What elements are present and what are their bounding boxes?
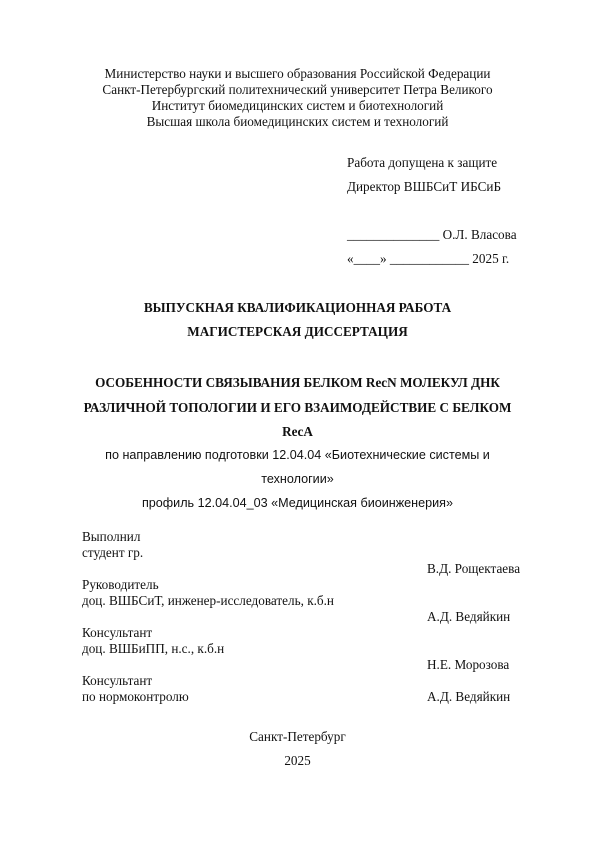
- topic-line3: RecA: [282, 424, 313, 439]
- profile-line: профиль 12.04.04_03 «Медицинская биоинженерия»: [141, 496, 453, 510]
- performed-label: Выполнил: [82, 529, 141, 544]
- work-type-line1: ВЫПУСКНАЯ КВАЛИФИКАЦИОННАЯ РАБОТА: [143, 300, 452, 315]
- work-type-line2: МАГИСТЕРСКАЯ ДИССЕРТАЦИЯ: [187, 324, 408, 339]
- consultant1-name: Н.Е. Морозова: [427, 657, 510, 672]
- consultant2-label: Консультант: [82, 673, 153, 688]
- student-name: В.Д. Рощектаева: [427, 561, 521, 576]
- supervisor-name: А.Д. Ведяйкин: [427, 609, 511, 624]
- consultant1-position: доц. ВШБиПП, н.с., к.б.н: [82, 641, 225, 656]
- direction-line2: технологии»: [261, 472, 334, 486]
- ministry-line: Министерство науки и высшего образования Российской Федерации: [104, 66, 491, 81]
- supervisor-label: Руководитель: [82, 577, 159, 592]
- topic-line2: РАЗЛИЧНОЙ ТОПОЛОГИИ И ЕГО ВЗАИМОДЕЙСТВИЕ С БЕЛКОМ: [83, 400, 512, 415]
- supervisor-position: доц. ВШБСиТ, инженер-исследователь, к.б.н: [82, 593, 334, 608]
- direction-line1: по направлению подготовки 12.04.04 «Биотехнические системы и: [105, 448, 490, 462]
- institution-header: [0, 66, 595, 130]
- footer-year: 2025: [284, 753, 311, 768]
- footer-city: Санкт-Петербург: [249, 729, 346, 744]
- approval-director: Директор ВШБСиТ ИБСиБ: [347, 179, 502, 194]
- approval-admitted: Работа допущена к защите: [347, 155, 498, 170]
- student-label: студент гр.: [82, 545, 144, 560]
- school-line: Высшая школа биомедицинских систем и технологий: [146, 114, 449, 129]
- topic-line1: ОСОБЕННОСТИ СВЯЗЫВАНИЯ БЕЛКОМ RecN МОЛЕКУЛ ДНК: [95, 375, 500, 390]
- consultant2-name: А.Д. Ведяйкин: [427, 689, 511, 704]
- university-line: Санкт-Петербургский политехнический университет Петра Великого: [102, 82, 493, 97]
- consultant1-label: Консультант: [82, 625, 153, 640]
- approval-signature-line: ______________ О.Л. Власова: [347, 227, 517, 242]
- institute-line: Институт биомедицинских систем и биотехнологий: [151, 98, 444, 113]
- consultant2-position: по нормоконтролю: [82, 689, 189, 704]
- approval-date-line: «____» ____________ 2025 г.: [347, 251, 510, 266]
